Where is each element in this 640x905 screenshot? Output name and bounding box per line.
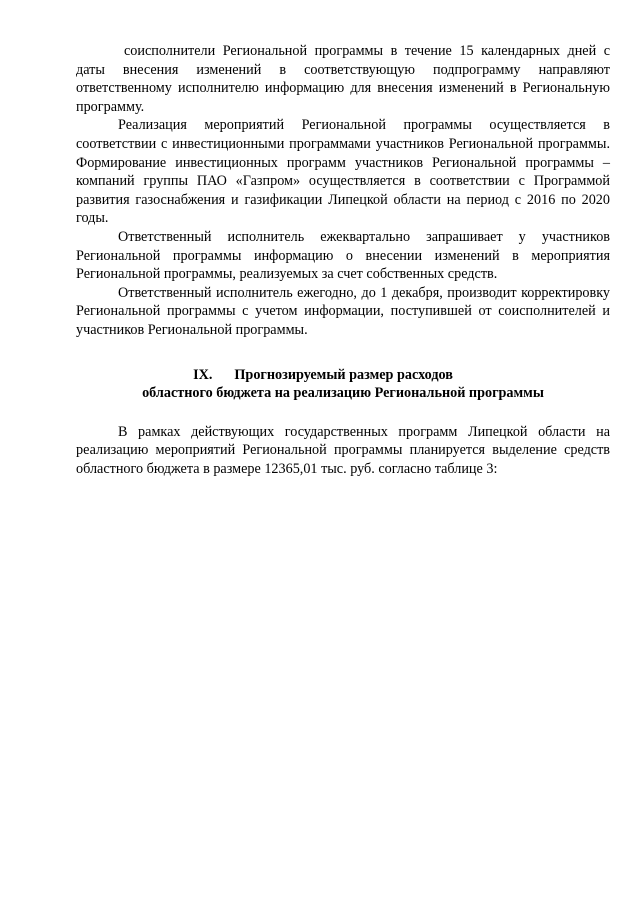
paragraph-1: соисполнители Региональной программы в течение 15 календарных дней с даты внесения изменений в соответствующую подпрограмму направляют ответственному исполнителю информацию для внесения изменений в Региональную программу. [76,43,610,115]
document-body [76,42,610,478]
paragraph-4: Ответственный исполнитель ежегодно, до 1 декабря, производит корректировку Региональной программы с учетом информации, поступившей от соисполнителей и участников Региональной программы. [76,284,610,338]
paragraph-3: Ответственный исполнитель ежеквартально запрашивает у участников Региональной программы информацию о внесении изменений в мероприятия Региональной программы, реализуемых за счет собственных средств. [76,228,610,283]
section-title-line-2: областного бюджета на реализацию Региональной программы [142,385,544,402]
section-number: IX. [193,366,213,383]
paragraph-5: В рамках действующих государственных программ Липецкой области на реализацию мероприятий Региональной программы планируется выделение средств областного бюджета в размере 12365,01 тыс. руб. согласно таблице 3: [76,423,610,477]
section-heading-line-1 [76,366,610,385]
section-heading [76,366,610,403]
section-title-line-1: Прогнозируемый размер расходов [234,366,453,383]
paragraph-2: Реализация мероприятий Региональной программы осуществляется в соответствии с инвестиционными программами участников Региональной программы. Формирование инвестиционных программ участников Региональной программы – компаний группы ПАО «Газпром» осуществляется в соответствии с Программой развития газоснабжения и газификации Липецкой области на период с 2016 по 2020 годы. [76,117,610,227]
